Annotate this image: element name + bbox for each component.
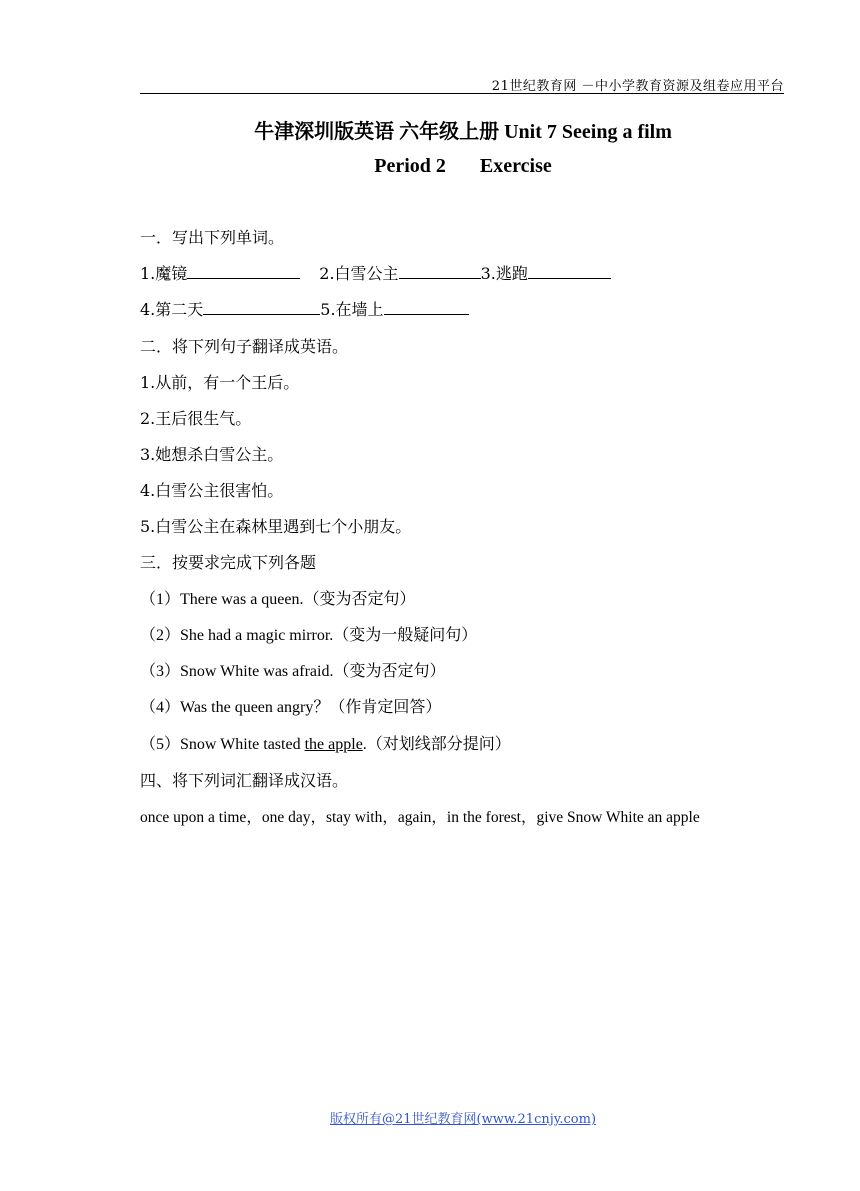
- section4-heading: 四、将下列词汇翻译成汉语。: [140, 771, 349, 790]
- sentence-item: 3.她想杀白雪公主。: [140, 445, 284, 464]
- word-item: 1.魔镜: [140, 264, 188, 283]
- sentence-item: 5.白雪公主在森林里遇到七个小朋友。: [140, 517, 412, 536]
- exercise-label: Exercise: [479, 155, 552, 177]
- task5-prefix: （5）Snow White tasted: [140, 736, 305, 753]
- section1-heading: 一．写出下列单词。: [140, 228, 285, 247]
- task-item: （4）Was the queen angry？（作肯定回答）: [140, 699, 442, 716]
- task-item: [140, 735, 511, 755]
- header-tagline: －中小学教育资源及组卷应用平台: [581, 79, 784, 94]
- task5-suffix: .（对划线部分提问）: [362, 736, 511, 753]
- section2-heading: 二．将下列句子翻译成英语。: [140, 337, 349, 356]
- page-header: [492, 75, 784, 94]
- answer-blank[interactable]: [528, 264, 611, 279]
- period-label: Period 2: [374, 155, 446, 177]
- word-item: 5.在墙上: [320, 300, 384, 319]
- header-divider: [140, 93, 784, 94]
- header-site: 21世纪教育网: [491, 79, 577, 94]
- answer-blank[interactable]: [384, 300, 469, 315]
- task5-underlined: the apple: [304, 736, 363, 753]
- section1-row1: [140, 264, 611, 284]
- task-item: （1）There was a queen.（变为否定句）: [140, 591, 416, 608]
- sentence-item: 4.白雪公主很害怕。: [140, 481, 284, 500]
- task-item: （3）Snow White was afraid.（变为否定句）: [140, 663, 446, 680]
- section1-row2: [140, 300, 469, 320]
- answer-blank[interactable]: [203, 300, 320, 315]
- vocab-list: once upon a time，one day，stay with，again，in the forest，give Snow White an apple: [140, 809, 700, 826]
- answer-blank[interactable]: [187, 264, 300, 279]
- sentence-item: 2.王后很生气。: [140, 409, 252, 428]
- word-item: 3.逃跑: [480, 264, 528, 283]
- section3-heading: 三．按要求完成下列各题: [140, 553, 317, 572]
- answer-blank[interactable]: [399, 264, 481, 279]
- document-subtitle: [0, 155, 860, 178]
- copyright-link[interactable]: 版权所有@21世纪教育网(www.21cnjy.com): [329, 1112, 597, 1127]
- word-item: 4.第二天: [140, 300, 204, 319]
- document-title: 牛津深圳版英语 六年级上册 Unit 7 Seeing a film: [254, 121, 672, 143]
- sentence-item: 1.从前，有一个王后。: [140, 373, 300, 392]
- task-item: （2）She had a magic mirror.（变为一般疑问句）: [140, 627, 478, 644]
- word-item: 2.白雪公主: [319, 264, 399, 283]
